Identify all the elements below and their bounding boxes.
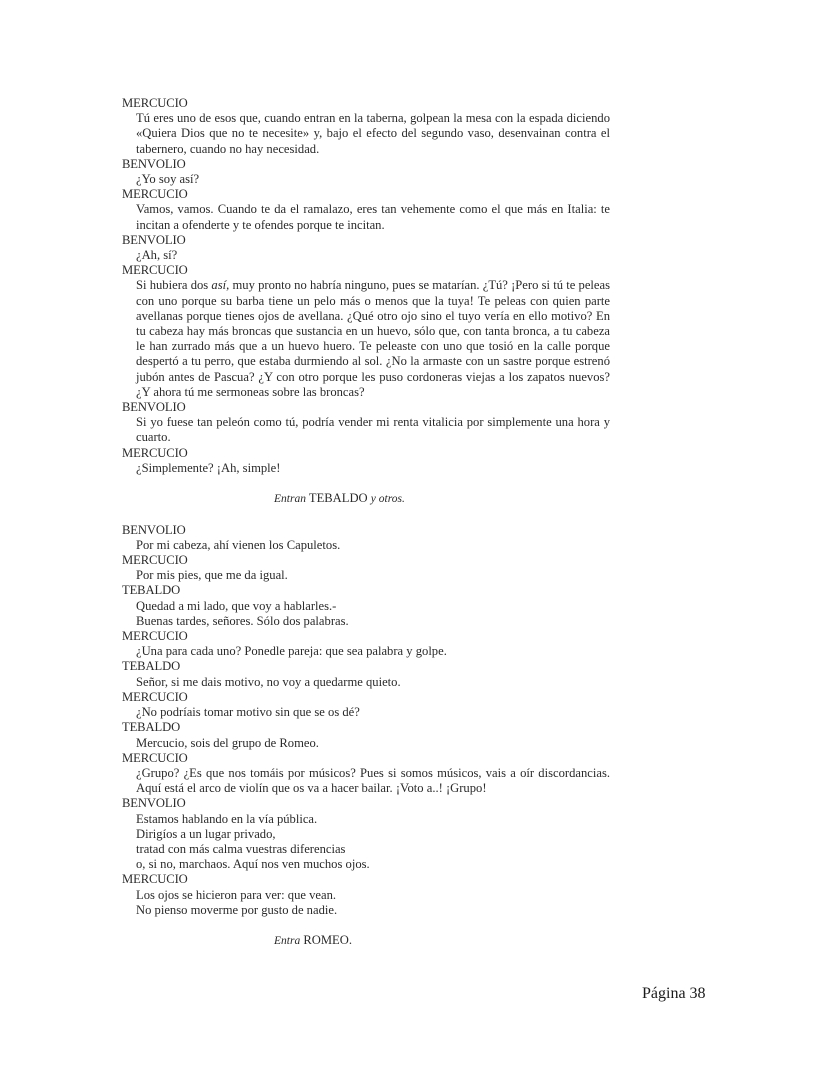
character-name: TEBALDO — [305, 491, 371, 506]
dialogue-line: ¿Yo soy así? — [136, 172, 200, 187]
dialogue-line: Vamos, vamos. Cuando te da el ramalazo, eres tan vehemente como el que más en Italia: te incitan a ofenderte y te ofendes porque te incitan. — [136, 202, 610, 232]
dialogue-line: No pienso moverme por gusto de nadie. — [136, 902, 338, 917]
dialogue-line: Si yo fuese tan peleón como tú, podría vender mi renta vitalicia por simplemente una hora y cuarto. — [136, 415, 610, 445]
emphasized-word: así, — [211, 278, 230, 293]
dialogue-line: Tú eres uno de esos que, cuando entran en la taberna, golpean la mesa con la espada diciendo «Quiera Dios que no te necesite» y, bajo el efecto del segundo vaso, desenvainan contra el tabernero, cuando no hay necesidad. — [136, 111, 610, 156]
speaker-name: MERCUCIO — [122, 445, 188, 460]
speaker-name: MERCUCIO — [122, 750, 188, 765]
dialogue-line — [122, 278, 610, 400]
dialogue-line: ¿Ah, sí? — [136, 248, 178, 263]
dialogue-line: Estamos hablando en la vía pública. — [136, 811, 318, 826]
dialogue-line: Señor, si me dais motivo, no voy a quedarme quieto. — [136, 674, 401, 689]
speaker-name: BENVOLIO — [122, 232, 186, 247]
speaker-name: MERCUCIO — [122, 629, 188, 644]
stage-italic: Entran — [274, 493, 306, 506]
dialogue-line: ¿Grupo? ¿Es que nos tomáis por músicos? Pues si somos músicos, vais a oír discordancias. Aquí está el arco de violín que os va a hacer bailar. ¡Voto a..! ¡Grupo! — [136, 765, 610, 796]
speaker-name: MERCUCIO — [122, 872, 188, 887]
speaker-name: TEBALDO — [122, 583, 181, 598]
dialogue-line: Quedad a mi lado, que voy a hablarles.- — [136, 598, 337, 613]
speaker-name: TEBALDO — [122, 720, 181, 735]
dialogue-line: ¿Simplemente? ¡Ah, simple! — [136, 460, 281, 475]
character-name: ROMEO. — [300, 933, 352, 948]
dialogue-line: Buenas tardes, señores. Sólo dos palabras. — [136, 613, 349, 628]
speaker-name: BENVOLIO — [122, 796, 186, 811]
play-text — [122, 96, 610, 949]
speaker-name: BENVOLIO — [122, 156, 186, 171]
dialogue-line: tratad con más calma vuestras diferencias — [136, 841, 346, 856]
dialogue-line: Por mi cabeza, ahí vienen los Capuletos. — [136, 537, 341, 552]
stage-italic: y otros. — [370, 493, 405, 506]
speaker-name: BENVOLIO — [122, 522, 186, 537]
speaker-name: MERCUCIO — [122, 263, 188, 278]
speaker-name: MERCUCIO — [122, 96, 188, 110]
dialogue-line: Dirigíos a un lugar privado, — [136, 826, 276, 841]
stage-direction — [122, 491, 610, 507]
dialogue-line: ¿No podríais tomar motivo sin que se os dé? — [136, 705, 360, 720]
speaker-name: MERCUCIO — [122, 689, 188, 704]
dialogue-line: o, si no, marchaos. Aquí nos ven muchos ojos. — [136, 857, 370, 872]
speaker-name: MERCUCIO — [122, 553, 188, 568]
dialogue-line: Por mis pies, que me da igual. — [136, 568, 288, 583]
dialogue-text: Si hubiera dos — [136, 278, 212, 293]
page-number: Página 38 — [642, 985, 706, 1002]
stage-direction — [122, 933, 610, 949]
speaker-name: TEBALDO — [122, 659, 181, 674]
dialogue-line: Los ojos se hicieron para ver: que vean. — [136, 887, 337, 902]
speaker-name: MERCUCIO — [122, 187, 188, 202]
dialogue-line: Mercucio, sois del grupo de Romeo. — [136, 735, 319, 750]
dialogue-line: ¿Una para cada uno? Ponedle pareja: que sea palabra y golpe. — [136, 644, 447, 659]
stage-italic: Entra — [274, 935, 301, 948]
speaker-name: BENVOLIO — [122, 400, 186, 415]
dialogue-text: muy pronto no habría ninguno, pues se matarían. ¿Tú? ¡Pero si tú te peleas con uno porque su barba tiene un pelo más o menos que la tuya! Te peleas con quien parte avellanas porque tienes ojos de avellana. ¿Qué otro ojo sino el tuyo vería en ello motivo? En tu cabeza hay más broncas que sustancia en un huevo, sólo que, con tanta bronca, a tu cabeza le han zurrado más que a un huevo huero. Te peleaste con uno que tosió en la calle porque despertó a tu perro, que estaba durmiendo al sol. ¿No la armaste con un sastre porque estrenó jubón antes de Pascua? ¿Y con otro porque les puso cordoneras viejas a los zapatos nuevos? ¿Y ahora tú me sermoneas sobre las broncas? — [136, 278, 610, 399]
